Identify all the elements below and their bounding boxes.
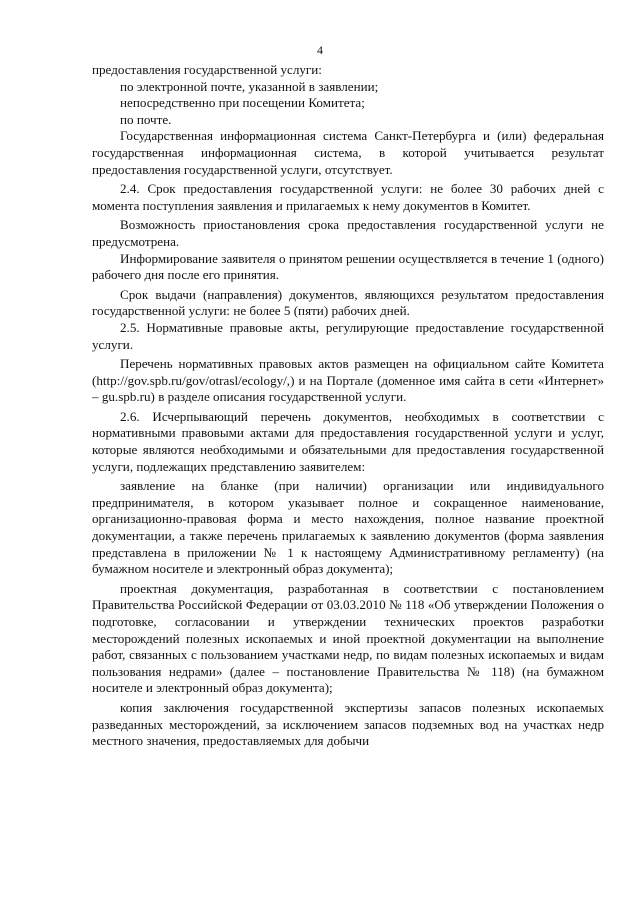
paragraph-2-6: 2.6. Исчерпывающий перечень документов, необходимых в соответствии с нормативными правовыми актами для предоставления государственной услуги и услуг, которые являются необходимыми и обязательными для предоставления государственной услуги, подлежащих представлению заявителем: bbox=[92, 408, 604, 474]
paragraph-2-5: 2.5. Нормативные правовые акты, регулирующие предоставление государственной услуги. bbox=[92, 319, 604, 352]
list-item-project-documentation: проектная документация, разработанная в соответствии с постановлением Правительства Российской Федерации от 03.03.2010 № 118 «Об утверждении Положения о подготовке, согласовании и утверждении технических проектов разработки месторождений полезных ископаемых и иной проектной документации на выполнение работ, связанных с пользованием участками недр, по видам полезных ископаемых и видам пользования недрами» (далее – постановление Правительства № 118) (на бумажном носителе и электронный образ документа); bbox=[92, 580, 604, 696]
list-item-in-person: непосредственно при посещении Комитета; bbox=[120, 95, 365, 111]
list-item-email: по электронной почте, указанной в заявлении; bbox=[120, 78, 379, 94]
list-item-post: по почте. bbox=[120, 111, 172, 127]
paragraph: Информирование заявителя о принятом решении осуществляется в течение 1 (одного) рабочего дня после его принятия. bbox=[92, 250, 604, 283]
paragraph: Срок выдачи (направления) документов, являющихся результатом предоставления государственной услуги: не более 5 (пяти) рабочих дней. bbox=[92, 286, 604, 319]
paragraph-2-4: 2.4. Срок предоставления государственной услуги: не более 30 рабочих дней с момента поступления заявления и прилагаемых к нему документов в Комитет. bbox=[92, 181, 604, 213]
paragraph: Возможность приостановления срока предоставления государственной услуги не предусмотрена. bbox=[92, 217, 604, 249]
list-item-expertise-copy: копия заключения государственной экспертизы запасов полезных ископаемых разведанных месторождений, за исключением запасов подземных вод на участках недр местного значения, предоставляемых для добычи bbox=[92, 699, 604, 749]
page-number: 4 bbox=[317, 43, 323, 57]
paragraph: Государственная информационная система Санкт-Петербурга и (или) федеральная государственная информационная система, в которой учитывается результат предоставления государственной услуги, отсутствует. bbox=[92, 128, 604, 177]
paragraph: Перечень нормативных правовых актов размещен на официальном сайте Комитета (http://gov.spb.ru/gov/otrasl/ecology/,) и на Портале (доменное имя сайта в сети «Интернет» – gu.spb.ru) в разделе описания государственной услуги. bbox=[92, 356, 604, 405]
paragraph: предоставления государственной услуги: bbox=[92, 62, 322, 77]
document-body bbox=[92, 62, 604, 750]
list-item-application: заявление на бланке (при наличии) организации или индивидуального предпринимателя, в котором указывает полное и сокращенное наименование, организационно-правовая форма и место нахождения, полное название проектной документации, а также перечень прилагаемых к заявлению документов (форма заявления представлена в приложении № 1 к настоящему Административному регламенту) (на бумажном носителе и электронный образ документа); bbox=[92, 478, 604, 577]
